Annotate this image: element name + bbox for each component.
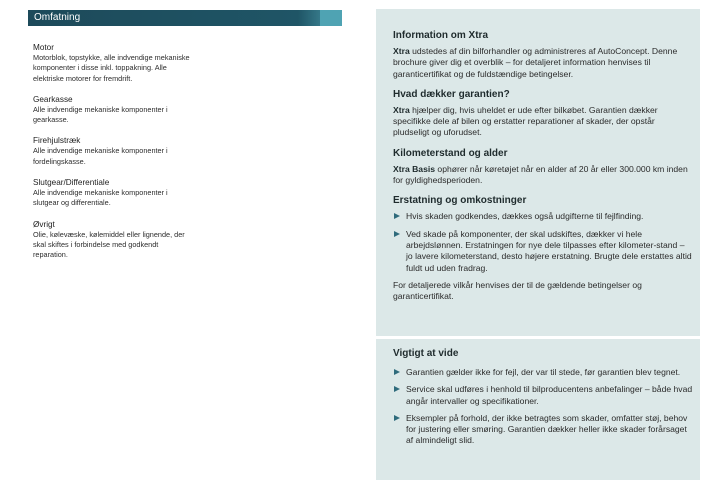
list-item: [393, 413, 693, 447]
list-item-text: Hvis skaden godkendes, dækkes også udgifterne til fejlfinding.: [406, 211, 644, 222]
arrow-right-icon: [394, 386, 400, 392]
panel-divider: [376, 336, 700, 339]
info-block-lower: [393, 348, 693, 453]
list-item-text: Ved skade på komponenter, der skal udskiftes, dækker vi hele arbejdslønnen. Erstatningen for nye dele tilpasses efter kilometer-stand – jo lavere kilometerstand, desto højere erstatning. Brugte dele erstattes altid fuldt ud uden fradrag.: [406, 228, 692, 273]
arrow-right-icon: [394, 415, 400, 421]
arrow-right-icon: [394, 231, 400, 237]
info-text: udstedes af din bilforhandler og administreres af AutoConcept. Denne brochure giver dig et overblik – for detaljeret information henvises til garanticertifikat og de fuldstændige betingelser.: [393, 46, 678, 79]
coverage-list: [33, 42, 193, 271]
coverage-item-text: Olie, kølevæske, kølemiddel eller lignende, der skal skiftes i forbindelse med godkendt reparation.: [33, 229, 185, 260]
brand-name: Xtra: [393, 46, 410, 56]
coverage-item-other: [33, 219, 193, 261]
important-heading: Vigtigt at vide: [393, 348, 459, 359]
list-item: [393, 384, 693, 407]
coverage-text: hjælper dig, hvis uheldet er ude efter bilkøbet. Garantien dækker specifikke dele af bilen og erstatter reparationer af skader, der opstår pludseligt og uforudset.: [393, 104, 658, 138]
mileage-paragraph: [393, 164, 693, 187]
arrow-right-icon: [394, 369, 400, 375]
coverage-item-4wd: [33, 135, 193, 167]
coverage-item-title: Firehjulstræk: [33, 136, 81, 146]
info-heading: Information om Xtra: [393, 30, 489, 41]
coverage-item-text: Alle indvendige mekaniske komponenter i slutgear og differentiale.: [33, 188, 168, 208]
list-item: [393, 211, 693, 222]
coverage-item-motor: [33, 42, 193, 84]
coverage-paragraph: [393, 105, 693, 139]
coverage-item-text: Alle indvendige mekaniske komponenter i gearkasse.: [33, 104, 168, 125]
section-header-bar: [28, 10, 342, 26]
coverage-item-gearbox: [33, 94, 193, 126]
list-item-text: Service skal udføres i henhold til bilproducentens anbefalinger – både hvad angår intervaller og specifikationer.: [406, 384, 693, 406]
coverage-item-title: Gearkasse: [33, 94, 73, 104]
mileage-text: ophører når køretøjet når en alder af 20 år eller 300.000 km inden for gyldighedsperioden.: [393, 163, 688, 186]
coverage-item-text: Alle indvendige mekaniske komponenter i fordelingskasse.: [33, 146, 168, 166]
brand-name: Xtra: [393, 104, 410, 115]
compensation-heading: Erstatning og omkostninger: [393, 195, 527, 207]
compensation-list: [393, 211, 693, 273]
brand-name: Xtra Basis: [393, 163, 436, 174]
arrow-right-icon: [394, 213, 400, 219]
coverage-item-title: Øvrigt: [33, 219, 55, 229]
info-panel: [376, 9, 700, 480]
coverage-item-differential: [33, 177, 193, 209]
mileage-heading: Kilometerstand og alder: [393, 147, 508, 159]
coverage-item-title: Motor: [33, 43, 54, 52]
info-paragraph: [393, 46, 693, 80]
header-accent-tab: [320, 10, 342, 26]
info-block-upper: [393, 30, 693, 311]
compensation-note: For detaljerede vilkår henvises der til de gældende betingelser og garanticertifikat.: [393, 279, 642, 302]
coverage-item-text: Motorblok, topstykke, alle indvendige mekaniske komponenter i disse inkl. toppakning. Alle elektriske motorer for fremdrift.: [33, 53, 190, 83]
list-item: [393, 367, 693, 378]
list-item-text: Eksempler på forhold, der ikke betragtes som skader, omfatter støj, behov for justering eller smøring. Garantien dækker heller ikke skader forårsaget af almindeligt slid.: [406, 412, 688, 446]
section-header-title: Omfatning: [34, 12, 81, 23]
coverage-heading: Hvad dækker garantien?: [393, 88, 510, 100]
list-item-text: Garantien gælder ikke for fejl, der var til stede, før garantien blev tegnet.: [406, 367, 681, 377]
coverage-item-title: Slutgear/Differentiale: [33, 178, 110, 188]
important-list: [393, 367, 693, 447]
list-item: [393, 229, 693, 274]
